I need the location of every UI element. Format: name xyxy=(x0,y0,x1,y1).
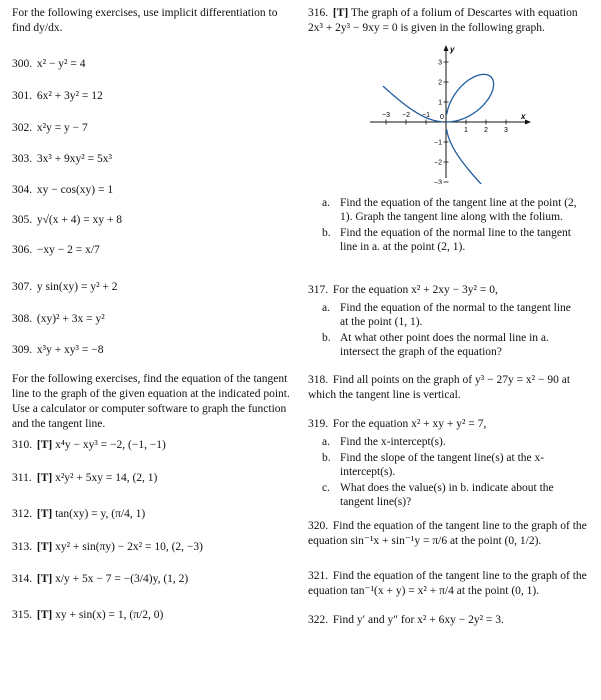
exercise-320: 320. Find the equation of the tangent line to the graph of the equation sin⁻¹x + sin⁻¹y = π/6 at the point (0, 1/2). xyxy=(308,520,587,547)
y-tick-label: −3 xyxy=(434,179,442,184)
exercise-318: 318. Find all points on the graph of y³ − 27y = x² − 90 at which the tangent line is vertical. xyxy=(308,374,571,401)
exercise-321: 321. Find the equation of the tangent line to the graph of the equation tan⁻¹(x + y) = x² + π/4 at the point (0, 1). xyxy=(308,570,587,597)
y-tick-label: −2 xyxy=(434,159,442,167)
exercise-312: 312. [T] tan(xy) = y, (π/4, 1) xyxy=(12,508,146,520)
exercise-308: 308. (xy)² + 3x = y² xyxy=(12,313,105,325)
y-tick-label: 1 xyxy=(438,99,442,107)
exercise-301: 301. 6x² + 3y² = 12 xyxy=(12,90,103,102)
exercise-316-a: a. Find the equation of the tangent line at the point (2, 1). Graph the tangent line along with the folium. xyxy=(322,197,577,223)
exercise-316-parts xyxy=(322,196,578,256)
exercise-316: 316. [T] The graph of a folium of Descartes with equation 2x³ + 2y³ − 9xy = 0 is given in the following graph. xyxy=(308,7,578,34)
exercise-319-b: b. Find the slope of the tangent line(s) at the x-intercept(s). xyxy=(322,452,545,478)
exercise-303: 303. 3x³ + 9xy² = 5x³ xyxy=(12,153,112,165)
exercise-302: 302. x²y = y − 7 xyxy=(12,122,88,134)
exercise-315: 315. [T] xy + sin(x) = 1, (π/2, 0) xyxy=(12,609,164,621)
exercise-314: 314. [T] x/y + 5x − 7 = −(3/4)y, (1, 2) xyxy=(12,573,189,585)
exercise-317-parts xyxy=(322,301,578,361)
exercise-300: 300. x² − y² = 4 xyxy=(12,58,86,70)
exercise-310: 310. [T] x⁴y − xy³ = −2, (−1, −1) xyxy=(12,439,166,451)
exercise-305: 305. y√(x + 4) = xy + 8 xyxy=(12,214,123,226)
exercise-319-parts xyxy=(322,435,578,511)
exercise-317-b: b. At what other point does the normal line in a. intersect the graph of the equation? xyxy=(322,332,549,358)
y-tick-label: 3 xyxy=(438,59,442,67)
x-tick-label: −1 xyxy=(422,112,430,119)
folium-graph xyxy=(360,44,532,184)
exercise-316-b: b. Find the equation of the normal line to the tangent line in a. at the point (2, 1). xyxy=(322,227,571,253)
x-tick-label: −3 xyxy=(382,112,390,119)
exercise-317-a: a. Find the equation of the normal to the tangent line at the point (1, 1). xyxy=(322,302,571,328)
exercise-307: 307. y sin(xy) = y² + 2 xyxy=(12,281,118,293)
exercise-317: 317. For the equation x² + 2xy − 3y² = 0, xyxy=(308,284,498,296)
intro-implicit: For the following exercises, use implicit differentiation to find dy/dx. xyxy=(12,7,278,34)
exercise-309: 309. x³y + xy³ = −8 xyxy=(12,344,104,356)
y-tick-label: −1 xyxy=(434,139,442,147)
y-axis-arrow xyxy=(444,45,449,51)
exercise-313: 313. [T] xy² + sin(πy) − 2x² = 10, (2, −3) xyxy=(12,541,203,553)
x-axis-label: x xyxy=(521,112,526,121)
x-tick-label: 1 xyxy=(464,127,468,134)
x-tick-label: −2 xyxy=(402,112,410,119)
exercise-322: 322. Find y′ and y″ for x² + 6xy − 2y² = 3. xyxy=(308,614,504,626)
origin-label: 0 xyxy=(440,114,444,121)
exercise-311: 311. [T] x²y² + 5xy = 14, (2, 1) xyxy=(12,472,158,484)
intro-tangent: For the following exercises, find the equation of the tangent line to the graph of the given equation at the indicated point. Use a calculator or computer software to graph the function and the tangent line. xyxy=(12,373,290,430)
exercise-306: 306. −xy − 2 = x/7 xyxy=(12,244,100,256)
folium-curve xyxy=(383,74,494,184)
y-axis-label: y xyxy=(450,45,455,54)
x-tick-label: 2 xyxy=(484,127,488,134)
x-tick-label: 3 xyxy=(504,127,508,134)
exercise-319-c: c. What does the value(s) in b. indicate about the tangent line(s)? xyxy=(322,482,554,508)
y-tick-label: 2 xyxy=(438,79,442,87)
exercise-319-a: a. Find the x-intercept(s). xyxy=(322,436,446,448)
exercise-319: 319. For the equation x² + xy + y² = 7, xyxy=(308,418,487,430)
exercise-304: 304. xy − cos(xy) = 1 xyxy=(12,184,114,196)
x-axis-arrow xyxy=(525,120,531,125)
